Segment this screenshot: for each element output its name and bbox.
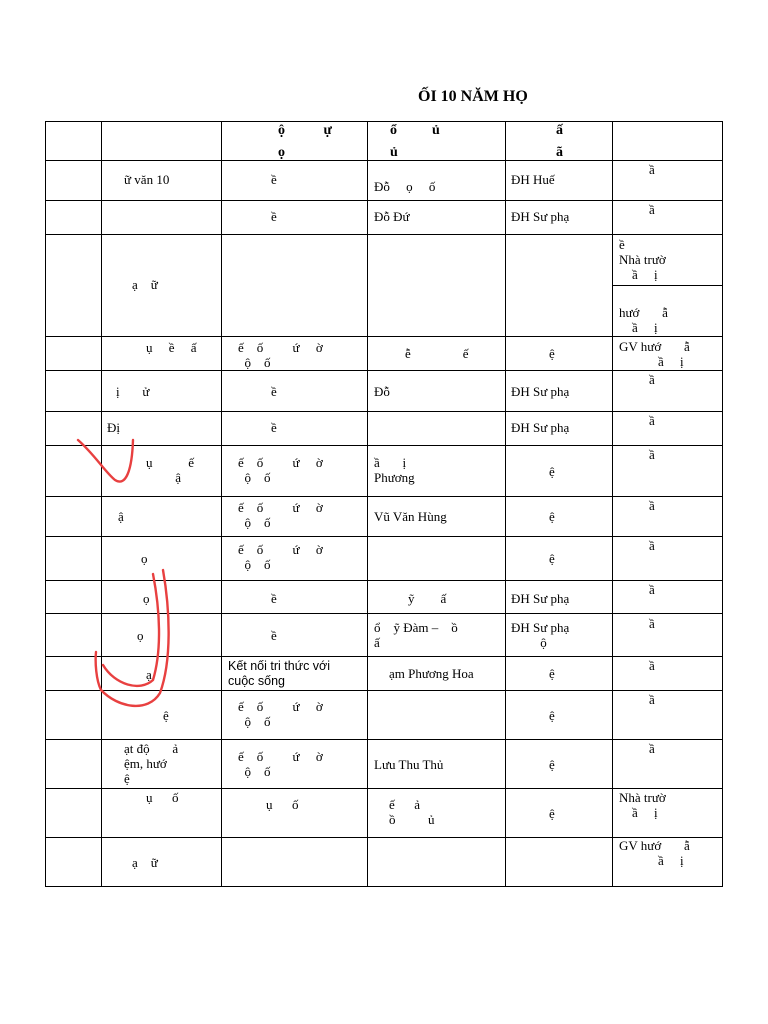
table-cell: ệ: [549, 551, 555, 566]
table-cell: ề Nhà trườ ầ ị: [619, 237, 666, 282]
table-cell: ệ: [549, 464, 555, 479]
table-cell: ầ: [649, 372, 655, 387]
table-cell: ầ: [649, 538, 655, 553]
table-rule: [367, 121, 368, 887]
table-cell: ầ: [649, 658, 655, 673]
table-rule: [45, 613, 722, 614]
table-cell: ọ: [141, 551, 148, 566]
table-rule: [45, 496, 722, 497]
table-cell: ầ: [649, 582, 655, 597]
table-cell: Đỗ ọ ố: [374, 179, 436, 194]
table-cell: ệ: [549, 346, 555, 361]
table-cell: ĐH Sư phạ: [511, 209, 570, 224]
table-cell: ề: [271, 628, 277, 643]
table-rule: [45, 200, 722, 201]
header-cell: ấ ã: [556, 123, 563, 160]
table-rule: [45, 739, 722, 740]
table-cell: ị ử: [116, 384, 150, 399]
table-rule: [45, 336, 722, 337]
table-cell: Nhà trườ ầ ị: [619, 790, 666, 820]
table-cell: ế ố ứ ờ ộ ố: [238, 455, 323, 485]
table-cell: ế ố ứ ờ ộ ố: [238, 699, 323, 729]
table-cell: ạm Phương Hoa: [389, 666, 474, 681]
table-cell: ế ố ứ ờ ộ ố: [238, 542, 323, 572]
table-cell: Lưu Thu Thủ: [374, 757, 444, 772]
table-cell: GV hướ ẫ ầ ị: [619, 339, 690, 369]
table-rule: [45, 234, 722, 235]
table-cell: GV hướ ẫ ầ ị: [619, 838, 690, 868]
table-rule: [45, 886, 722, 887]
table-cell: ĐH Sư phạ: [511, 591, 570, 606]
table-cell: Đỗ: [374, 384, 390, 399]
table-cell: ệ: [549, 509, 555, 524]
table-rule: [612, 121, 613, 887]
header-cell: ộ ự ọ: [278, 123, 332, 160]
table-cell: ỹ ấ: [408, 591, 447, 606]
table-cell: ệ: [163, 708, 169, 723]
table-cell: ế ố ứ ờ ộ ố: [238, 500, 323, 530]
table-cell: ạt độ ả ệm, hướ ệ: [124, 741, 179, 786]
table-cell: ĐH Sư phạ: [511, 384, 570, 399]
table-rule: [221, 121, 222, 887]
table-rule: [45, 370, 722, 371]
table-rule: [45, 445, 722, 446]
table-rule: [45, 160, 722, 161]
table-cell: ổ ỹ Đàm – ồ ấ: [374, 620, 458, 650]
table-cell: Đỗ Đứ: [374, 209, 410, 224]
table-cell: ĐH Sư phạ ộ: [511, 620, 570, 650]
table-cell: ầ: [649, 741, 655, 756]
table-cell: ệ: [549, 806, 555, 821]
table-cell: ạ: [146, 667, 152, 682]
table-cell: Kết nối tri thức với cuộc sống: [228, 659, 331, 688]
header-cell: ổ ủ ủ: [390, 123, 440, 160]
table-cell: ầ: [649, 413, 655, 428]
table-cell: ầ: [649, 202, 655, 217]
table-rule: [722, 121, 723, 887]
table-rule: [45, 788, 722, 789]
table-cell: ạ ữ: [132, 277, 158, 292]
table-cell: ụ ố: [266, 797, 299, 812]
table-cell: ệ: [549, 708, 555, 723]
table-cell: ọ: [137, 628, 144, 643]
table-cell: ễ ế: [405, 346, 469, 361]
table-rule: [45, 536, 722, 537]
table-rule: [505, 121, 506, 887]
table-rule: [45, 656, 722, 657]
table-cell: ế ố ứ ờ ộ ố: [238, 340, 323, 370]
table-cell: ề: [271, 591, 277, 606]
table-cell: ạ ữ: [132, 855, 158, 870]
table-cell: hướ ẫ ầ ị: [619, 305, 668, 335]
page-title: ỐI 10 NĂM HỌ: [418, 88, 528, 105]
table-cell: ề: [271, 209, 277, 224]
table-rule: [45, 411, 722, 412]
table-cell: ệ: [549, 757, 555, 772]
table-rule: [45, 580, 722, 581]
table-cell: Vũ Văn Hùng: [374, 509, 447, 524]
table-cell: ầ: [649, 692, 655, 707]
table-cell: ề: [271, 420, 277, 435]
table-cell: ọ: [143, 591, 150, 606]
table-cell: ụ ề ấ: [146, 340, 197, 355]
table-rule: [612, 285, 722, 286]
table-cell: ầ: [649, 447, 655, 462]
table-cell: ề: [271, 172, 277, 187]
table-cell: ệ: [549, 666, 555, 681]
table-rule: [45, 690, 722, 691]
table-cell: ậ: [118, 509, 124, 524]
table-cell: ĐH Huế: [511, 172, 555, 187]
table-rule: [45, 121, 46, 887]
table-rule: [45, 121, 722, 122]
table-cell: ữ văn 10: [124, 172, 170, 187]
table-cell: ầ ị Phương: [374, 455, 415, 485]
table-cell: Đị: [107, 420, 120, 435]
table-cell: ầ: [649, 162, 655, 177]
table-cell: ụ ế ậ: [146, 455, 195, 485]
table-cell: ụ ố: [146, 790, 179, 805]
table-cell: ế ố ứ ờ ộ ố: [238, 749, 323, 779]
table-cell: ế ả ồ ủ: [389, 797, 435, 827]
table-rule: [101, 121, 102, 887]
table-cell: ầ: [649, 616, 655, 631]
table-cell: ĐH Sư phạ: [511, 420, 570, 435]
table-cell: ầ: [649, 498, 655, 513]
table-cell: ề: [271, 384, 277, 399]
